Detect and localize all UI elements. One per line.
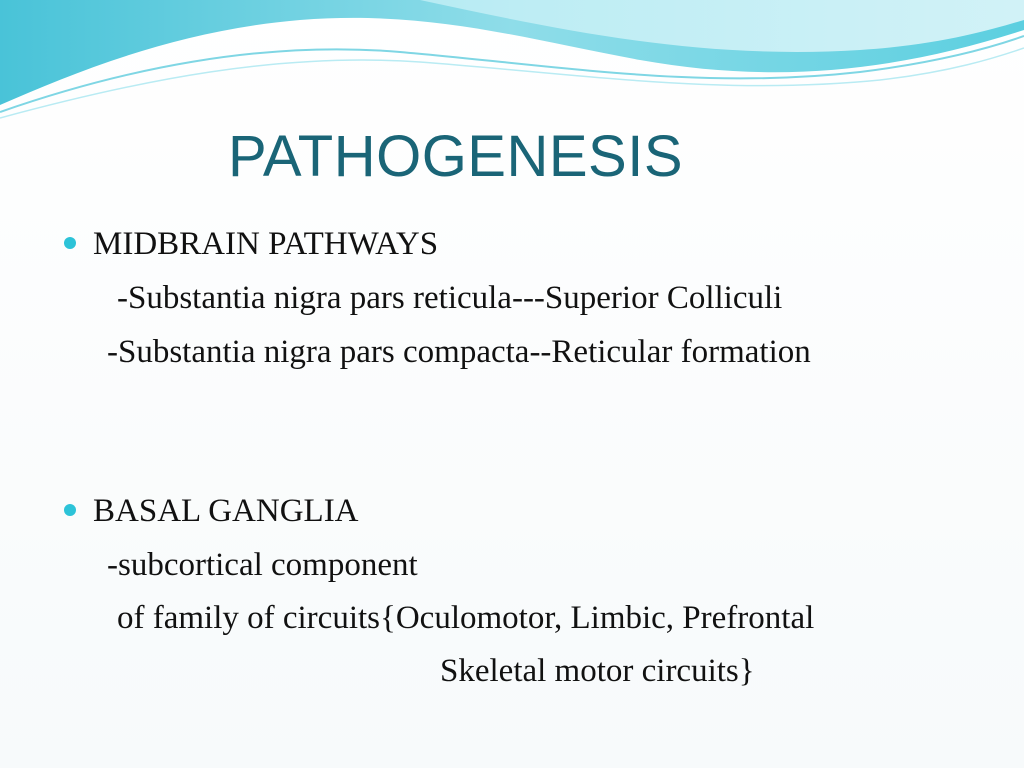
bullet-icon	[64, 504, 76, 516]
basal-ganglia-line-2: of family of circuits{Oculomotor, Limbic, Prefrontal	[117, 600, 815, 636]
midbrain-line-1: -Substantia nigra pars reticula---Superior Colliculi	[117, 280, 783, 316]
basal-ganglia-line-1: -subcortical component	[107, 547, 418, 583]
section-heading-basal-ganglia: BASAL GANGLIA	[93, 493, 359, 529]
decorative-wave-header	[0, 0, 1024, 130]
bullet-icon	[64, 237, 76, 249]
midbrain-line-2: -Substantia nigra pars compacta--Reticular formation	[107, 334, 811, 370]
section-heading-midbrain: MIDBRAIN PATHWAYS	[93, 226, 439, 262]
basal-ganglia-line-3: Skeletal motor circuits}	[440, 653, 755, 689]
slide-title: PATHOGENESIS	[228, 124, 684, 189]
